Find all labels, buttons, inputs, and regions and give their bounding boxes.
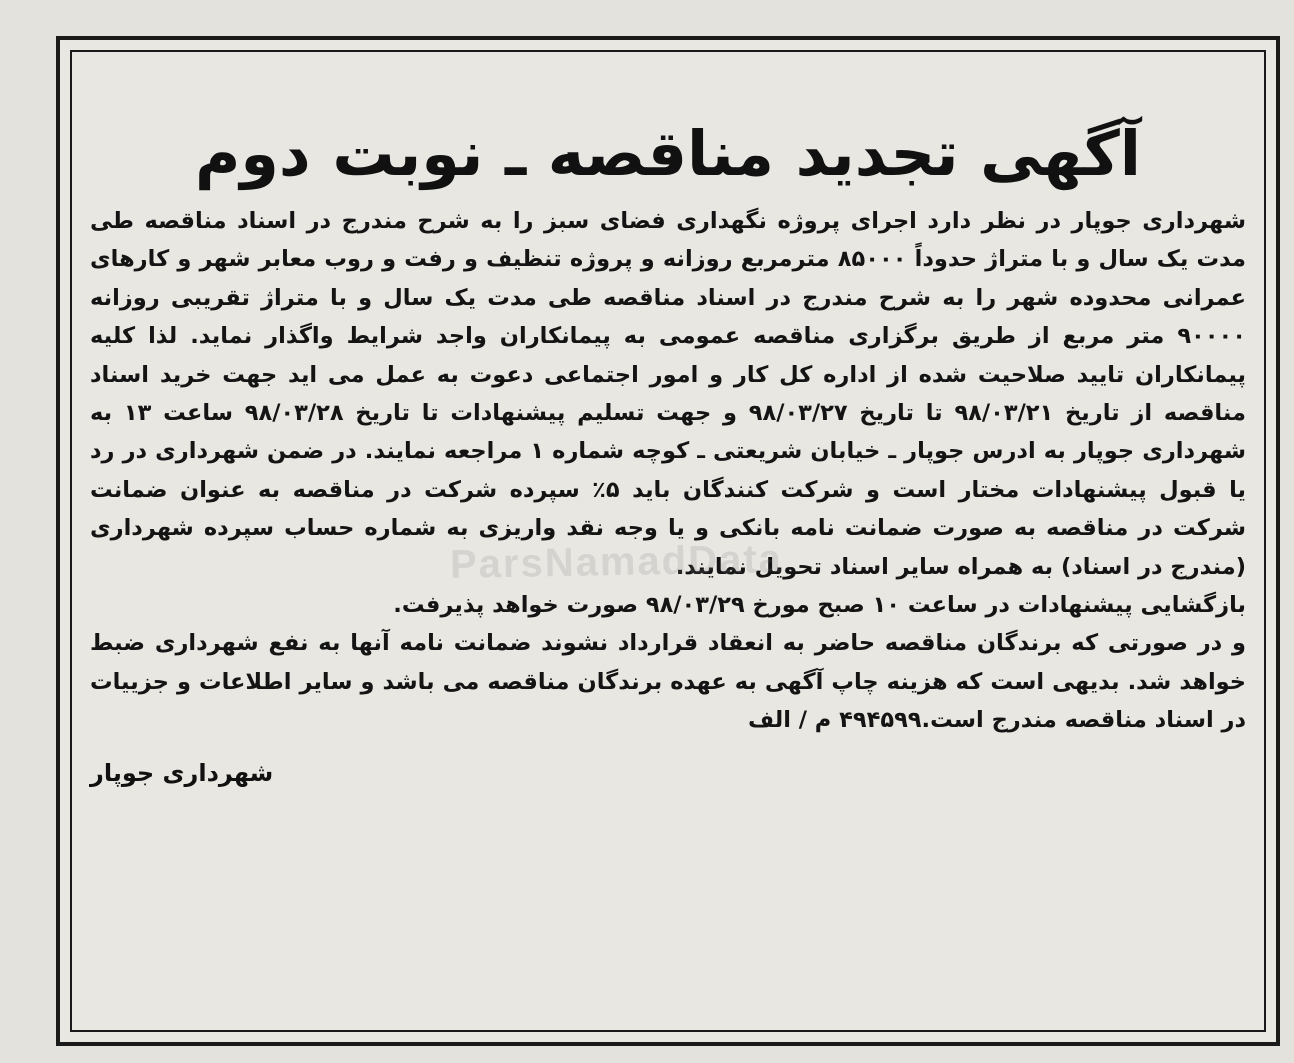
notice-signature: شهرداری جوپار: [90, 758, 274, 787]
notice-paragraph-opening: بازگشایی پیشنهادات در ساعت ۱۰ صبح مورخ ۹۸/۰۳/۲۹ صورت خواهد پذیرفت.: [393, 592, 1246, 619]
notice-inner-border: [70, 50, 1266, 1032]
notice-body: [90, 202, 1246, 740]
notice-paragraph-main: شهرداری جوپار در نظر دارد اجرای پروژه نگهداری فضای سبز را به شرح مندرج در اسناد مناقصه طی مدت یک سال و با متراژ حدوداً ۸۵۰۰۰ مترمربع روزانه و پروژه تنظیف و رفت و روب معابر شهر و کارهای عمرانی محدوده شهر را به شرح مندرج در اسناد مناقصه طی مدت یک سال و با متراژ تقریبی روزانه ۹۰۰۰۰ متر مربع از طریق برگزاری مناقصه عمومی به پیمانکاران واجد شرایط واگذار نماید. لذا کلیه پیمانکاران تایید صلاحیت شده از اداره کل کار و امور اجتماعی دعوت به عمل می اید جهت خرید اسناد مناقصه از تاریخ ۹۸/۰۳/۲۱ تا تاریخ ۹۸/۰۳/۲۷ و جهت تسلیم پیشنهادات تا تاریخ ۹۸/۰۳/۲۸ ساعت ۱۳ به شهرداری جوپار به ادرس جوپار ـ خیابان شریعتی ـ کوچه شماره ۱ مراجعه نمایند. در ضمن شهرداری در رد یا قبول پیشنهادات مختار است و شرکت کنندگان باید ۵٪ سپرده شرکت در مناقصه به عنوان ضمانت شرکت در مناقصه به صورت ضمانت نامه بانکی و یا وجه نقد واریزی به شماره حساب سپرده شهرداری (مندرج در اسناد) به همراه سایر اسناد تحویل نمایند.: [90, 208, 1247, 580]
notice-title: آگهی تجدید مناقصه ـ نوبت دوم: [194, 117, 1142, 190]
notice-paragraph-closing: و در صورتی که برندگان مناقصه حاضر به انعقاد قرارداد نشوند ضمانت نامه آنها به نفع شهرداری ضبط خواهد شد. بدیهی است که هزینه چاپ آگهی به عهده برندگان مناقصه می باشد و سایر اطلاعات و جزییات در اسناد مناقصه مندرج است.۴۹۴۵۹۹ م / الف: [90, 630, 1246, 734]
notice-outer-border: [56, 36, 1280, 1046]
